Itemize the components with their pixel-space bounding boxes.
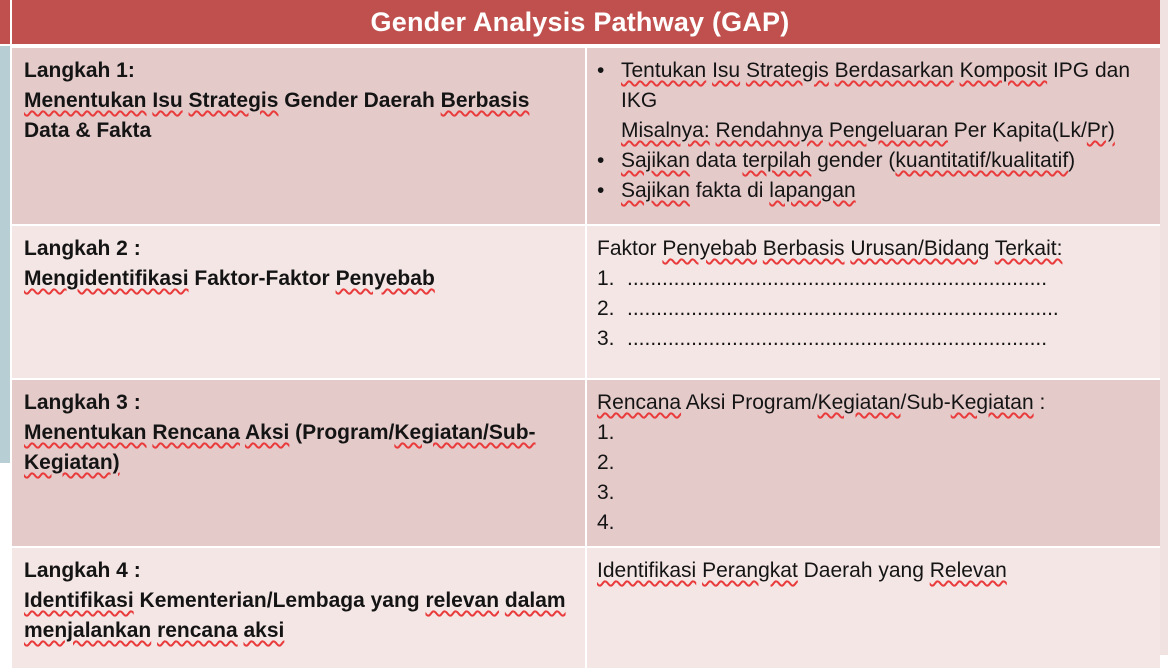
table-row [12,548,1160,668]
gap-table [12,48,1160,648]
text-line [597,56,1134,116]
line-text: Rencana Aksi Program/Kegiatan/Sub-Kegiatan : [597,391,1046,414]
text-line [597,388,1134,418]
bullet-marker: • [597,149,605,172]
text-line [597,264,1134,294]
line-text [627,478,1134,508]
text-line [24,86,569,146]
number-marker: 3. [597,327,615,350]
text-line [597,176,1134,206]
line-text: Tentukan Isu Strategis Berdasarkan Komposit IPG dan IKG [621,59,1131,112]
line-text: .......................................................................... [627,297,1059,320]
right-edge-sliver [1160,0,1168,655]
bullet-marker: • [597,179,605,202]
line-text: Identifikasi Kementerian/Lembaga yang relevan dalam menjalankan rencana aksi [24,589,566,642]
header-divider-line [10,0,12,44]
line-text: Langkah 2 : [24,237,141,260]
langkah-cell [12,226,585,378]
text-line [24,556,569,586]
line-text: Faktor Penyebab Berbasis Urusan/Bidang Terkait: [597,237,1063,260]
detail-cell [587,380,1160,546]
line-text: Misalnya: Rendahnya Pengeluaran Per Kapita(Lk/Pr) [621,119,1115,142]
left-accent-strip [0,46,10,463]
langkah-cell [12,48,585,224]
text-line [24,264,569,294]
number-marker: 4. [597,511,615,534]
detail-cell [587,548,1160,668]
slide-title: Gender Analysis Pathway (GAP) [370,6,790,37]
table-row [12,380,1160,546]
number-marker: 1. [597,267,615,290]
line-text: Menentukan Rencana Aksi (Program/Kegiatan/Sub-Kegiatan) [24,421,536,474]
number-marker: 3. [597,481,615,504]
line-text: Mengidentifikasi Faktor-Faktor Penyebab [24,267,435,290]
title-bar [0,0,1160,44]
number-marker: 1. [597,421,615,444]
bullet-marker: • [597,59,605,82]
line-text: ........................................................................ [627,327,1048,350]
text-line [597,448,1134,478]
text-line [597,418,1134,448]
text-line [24,586,569,646]
text-line [597,324,1134,354]
line-text: Langkah 1: [24,59,135,82]
table-row [12,48,1160,224]
text-line [597,294,1134,324]
line-text: Langkah 3 : [24,391,141,414]
detail-cell [587,226,1160,378]
line-text: Identifikasi Perangkat Daerah yang Relevan [597,559,1007,582]
text-line [24,56,569,86]
text-line [597,508,1134,538]
line-text [627,448,1134,478]
text-line [597,478,1134,508]
langkah-cell [12,380,585,546]
line-text [627,418,1134,448]
text-line [597,556,1134,586]
line-text: Sajikan fakta di lapangan [621,179,856,202]
line-text [627,508,1134,538]
langkah-cell [12,548,585,668]
table-row [12,226,1160,378]
line-text: Menentukan Isu Strategis Gender Daerah Berbasis Data & Fakta [24,89,530,142]
line-text: Langkah 4 : [24,559,141,582]
text-line [597,116,1134,146]
line-text: ........................................................................ [627,267,1048,290]
text-line [24,418,569,478]
text-line [24,234,569,264]
text-line [597,234,1134,264]
number-marker: 2. [597,297,615,320]
detail-cell [587,48,1160,224]
text-line [597,146,1134,176]
number-marker: 2. [597,451,615,474]
text-line [24,388,569,418]
line-text: Sajikan data terpilah gender (kuantitatif/kualitatif) [621,149,1076,172]
